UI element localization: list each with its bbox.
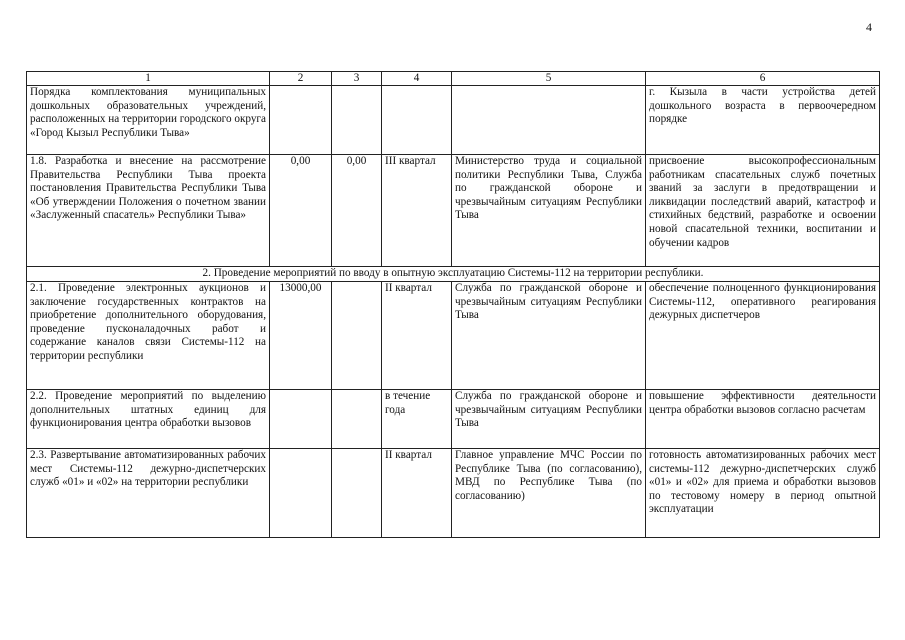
table-cell: 2.2. Проведение мероприятий по выделению дополнительных штатных единиц для функционирования центра обработки вызовов (27, 390, 270, 449)
table-row (27, 86, 880, 155)
table-cell: 2.1. Проведение электронных аукционов и заключение государственных контрактов на приобретение дополнительного оборудования, проведение пусконаладочных работ и содержание каналов связи Системы-112 на территории республики (27, 282, 270, 390)
section-heading: 2. Проведение мероприятий по вводу в опытную эксплуатацию Системы-112 на территории республики. (27, 267, 880, 282)
table-cell (382, 86, 452, 155)
table-cell: 1.8. Разработка и внесение на рассмотрение Правительства Республики Тыва проекта постановления Правительства Республики Тыва «Об утверждении Положения о почетном звании «Заслуженный спасатель» Республики Тыва» (27, 155, 270, 267)
table-cell: Порядка комплектования муниципальных дошкольных образовательных учреждений, расположенных на территории городского округа «Город Кызыл Республики Тыва» (27, 86, 270, 155)
header-cell-6: 6 (646, 72, 880, 86)
table-row (27, 390, 880, 449)
table-row (27, 449, 880, 538)
table-cell (270, 449, 332, 538)
table-cell (332, 282, 382, 390)
table-cell (332, 390, 382, 449)
table-cell (332, 449, 382, 538)
table-cell: присвоение высокопрофессиональным работникам спасательных служб почетных званий за заслуги в предотвращении и ликвидации последствий аварий, катастроф и стихийных бедствий, разработке и освоении новой спасательной техники, воспитании и обучении кадров (646, 155, 880, 267)
page-number: 4 (866, 20, 872, 34)
table-cell: 0,00 (270, 155, 332, 267)
table-cell: Служба по гражданской обороне и чрезвычайным ситуациям Республики Тыва (452, 282, 646, 390)
header-cell-2: 2 (270, 72, 332, 86)
document-table (26, 71, 880, 538)
table-cell (332, 86, 382, 155)
table-header-row (27, 72, 880, 86)
table-cell (452, 86, 646, 155)
section-heading-row (27, 267, 880, 282)
table-cell: Главное управление МЧС России по Республике Тыва (по согласованию), МВД по Республике Тыва (по согласованию) (452, 449, 646, 538)
header-cell-1: 1 (27, 72, 270, 86)
table-row (27, 155, 880, 267)
table-cell: 0,00 (332, 155, 382, 267)
table-row (27, 282, 880, 390)
header-cell-5: 5 (452, 72, 646, 86)
table-cell: готовность автоматизированных рабочих мест системы-112 дежурно-диспетчерских служб «01» и «02» для приема и обработки вызовов по тестовому номеру в период опытной эксплуатации (646, 449, 880, 538)
header-cell-3: 3 (332, 72, 382, 86)
table-cell: II квартал (382, 282, 452, 390)
table-cell: II квартал (382, 449, 452, 538)
table-cell: III квартал (382, 155, 452, 267)
table-cell: г. Кызыла в части устройства детей дошкольного возраста в первоочередном порядке (646, 86, 880, 155)
table-cell: 2.3. Развертывание автоматизированных рабочих мест Системы-112 дежурно-диспетчерских служб «01» и «02» на территории республики (27, 449, 270, 538)
table-cell: Служба по гражданской обороне и чрезвычайным ситуациям Республики Тыва (452, 390, 646, 449)
table-cell: повышение эффективности деятельности центра обработки вызовов согласно расчетам (646, 390, 880, 449)
table-cell: обеспечение полноценного функционирования Системы-112, оперативного реагирования дежурных диспетчеров (646, 282, 880, 390)
table-cell (270, 390, 332, 449)
table-cell: 13000,00 (270, 282, 332, 390)
table-cell: в течение года (382, 390, 452, 449)
table-cell: Министерство труда и социальной политики Республики Тыва, Служба по гражданской обороне и чрезвычайным ситуациям Республики Тыва (452, 155, 646, 267)
table-cell (270, 86, 332, 155)
header-cell-4: 4 (382, 72, 452, 86)
